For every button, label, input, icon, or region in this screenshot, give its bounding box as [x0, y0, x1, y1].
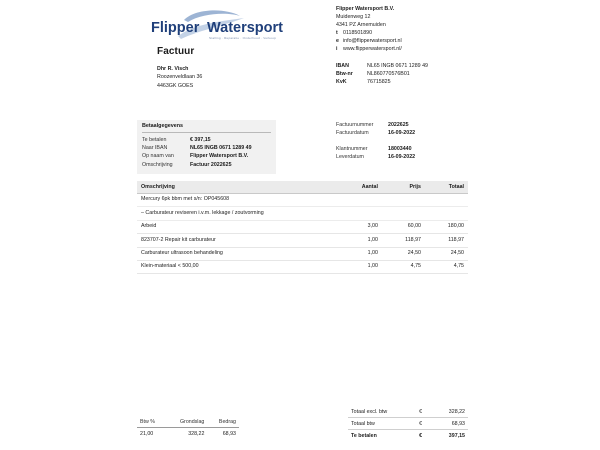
payment-label: Omschrijving — [142, 161, 173, 168]
currency-symbol: € — [416, 418, 432, 430]
table-header-row — [137, 181, 468, 194]
logo-tagline: Stalling · Reparatie · Onderhoud · Verkoop — [209, 36, 277, 40]
fiscal-label: KvK — [336, 79, 347, 86]
fiscal-value: 76715825 — [367, 79, 391, 86]
cell-description: Klein-materiaal < 500,00 — [137, 260, 342, 273]
total-value: 68,93 — [432, 418, 468, 430]
email-icon: e — [336, 38, 339, 45]
page-title: Factuur — [157, 46, 195, 57]
fiscal-row-iban — [336, 62, 516, 70]
company-email-row — [336, 37, 516, 45]
table-row — [137, 247, 468, 260]
payment-details-header: Betaalgegevens — [142, 123, 271, 133]
payment-value: Flipper Watersport B.V. — [190, 153, 249, 160]
payment-row-reference — [142, 161, 271, 169]
payment-label: Naar IBAN — [142, 144, 168, 151]
currency-symbol: € — [416, 406, 432, 418]
phone-icon: t — [336, 30, 338, 37]
company-city: 4341 PZ Arnemuiden — [336, 22, 386, 29]
fiscal-label: IBAN — [336, 63, 349, 69]
payment-label: Op naam van — [142, 153, 174, 160]
meta-value: 16-09-2022 — [388, 130, 416, 137]
vat-header-base: Grondslag — [166, 417, 208, 428]
vat-amount: 68,93 — [222, 430, 236, 437]
payment-details-box — [137, 120, 276, 174]
cell-price — [382, 207, 425, 220]
meta-value: 2022625 — [388, 122, 409, 128]
fiscal-label: Btw-nr — [336, 71, 353, 78]
cell-description: Mercury 6pk bbm met s/n: OP045608 — [137, 194, 342, 207]
cell-description: – Carburateur reviseren i.v.m. lekkage / zoutvorming — [137, 207, 342, 220]
fiscal-info — [336, 62, 516, 86]
header-description: Omschrijving — [137, 181, 342, 194]
total-row-excl-vat — [348, 406, 468, 418]
table-row — [137, 234, 468, 247]
vat-summary-table — [137, 417, 239, 439]
company-info — [336, 5, 516, 54]
vat-header-rate: Btw % — [137, 417, 166, 428]
cell-quantity: 1,00 — [342, 234, 382, 247]
company-phone-row — [336, 29, 516, 37]
payment-value: Factuur 2022625 — [190, 161, 232, 168]
meta-value: 16-09-2022 — [388, 154, 416, 161]
cell-quantity: 1,00 — [342, 260, 382, 273]
meta-label: Factuurdatum — [336, 130, 369, 137]
meta-row-deliverydate — [336, 153, 496, 161]
company-street: Muidenweg 12 — [336, 14, 371, 21]
meta-row-invoicedate — [336, 129, 496, 137]
company-name: Flipper Watersport B.V. — [336, 6, 395, 12]
payment-label: Te betalen — [142, 136, 167, 143]
internet-icon: i — [336, 46, 338, 53]
total-label: Totaal excl. btw — [348, 406, 416, 418]
meta-row-customernumber — [336, 145, 496, 153]
table-row — [137, 194, 468, 207]
cell-total: 4,75 — [425, 260, 468, 273]
fiscal-row-btw — [336, 70, 516, 78]
company-website[interactable]: www.flipperwatersport.nl/ — [343, 46, 402, 53]
total-label: Totaal btw — [348, 418, 416, 430]
logo-word-flipper: Flipper — [151, 20, 200, 36]
table-row — [137, 260, 468, 273]
total-row-grand — [348, 430, 468, 442]
currency-symbol: € — [416, 430, 432, 442]
cell-quantity: 1,00 — [342, 247, 382, 260]
fiscal-value: NL65 INGB 0671 1289 49 — [367, 63, 428, 69]
logo-svg — [148, 6, 298, 44]
cell-total: 24,50 — [425, 247, 468, 260]
recipient-city: 4463GK GOES — [157, 82, 194, 89]
meta-spacer — [336, 138, 496, 145]
payment-value: € 397,15 — [190, 136, 211, 143]
fiscal-value: NL860770576B01 — [367, 71, 410, 78]
meta-label: Leverdatum — [336, 154, 364, 161]
cell-price: 60,00 — [382, 220, 425, 233]
cell-description: Arbeid — [137, 220, 342, 233]
table-row — [137, 207, 468, 220]
vat-row — [137, 428, 239, 440]
vat-header-row — [137, 417, 239, 428]
invoice-meta — [336, 121, 496, 162]
meta-value: 18003440 — [388, 145, 412, 152]
grand-total-value: 397,15 — [432, 430, 468, 442]
cell-quantity — [342, 207, 382, 220]
total-value: 328,22 — [432, 406, 468, 418]
vat-rate: 21,00 — [140, 430, 154, 437]
cell-description: 823707-2 Repair kit carburateur — [137, 234, 342, 247]
payment-value: NL65 INGB 0671 1289 49 — [190, 144, 252, 151]
meta-row-invoicenumber — [336, 121, 496, 129]
company-phone: 0118501890 — [343, 30, 373, 37]
cell-quantity: 3,00 — [342, 220, 382, 233]
payment-row-amount — [142, 136, 271, 144]
line-items-table — [137, 181, 468, 274]
meta-label: Factuurnummer — [336, 122, 374, 128]
logo-word-watersport: Watersport — [207, 20, 283, 36]
cell-price: 4,75 — [382, 260, 425, 273]
header-quantity: Aantal — [342, 181, 382, 194]
cell-quantity — [342, 194, 382, 207]
cell-description: Carburateur ultrasoon behandeling — [137, 247, 342, 260]
grand-total-label: Te betalen — [348, 430, 416, 442]
payment-row-accountname — [142, 152, 271, 160]
header-total: Totaal — [425, 181, 468, 194]
meta-label: Klantnummer — [336, 145, 368, 152]
company-web-row — [336, 45, 516, 53]
payment-row-iban — [142, 144, 271, 152]
cell-total — [425, 207, 468, 220]
header-price: Prijs — [382, 181, 425, 194]
table-row — [137, 220, 468, 233]
company-logo — [148, 6, 298, 44]
cell-total: 180,00 — [425, 220, 468, 233]
cell-price — [382, 194, 425, 207]
cell-price: 24,50 — [382, 247, 425, 260]
vat-base: 328,22 — [188, 430, 205, 437]
total-row-vat — [348, 418, 468, 430]
recipient-name: Dhr R. Visch — [157, 66, 189, 72]
recipient-address — [157, 65, 202, 90]
fiscal-row-kvk — [336, 78, 516, 86]
cell-total: 118,97 — [425, 234, 468, 247]
recipient-street: Roozenveldlaan 36 — [157, 74, 203, 81]
cell-total — [425, 194, 468, 207]
vat-header-amount: Bedrag — [207, 417, 239, 428]
cell-price: 118,97 — [382, 234, 425, 247]
company-email[interactable]: info@flipperwatersport.nl — [343, 38, 402, 45]
totals-table — [348, 406, 468, 442]
